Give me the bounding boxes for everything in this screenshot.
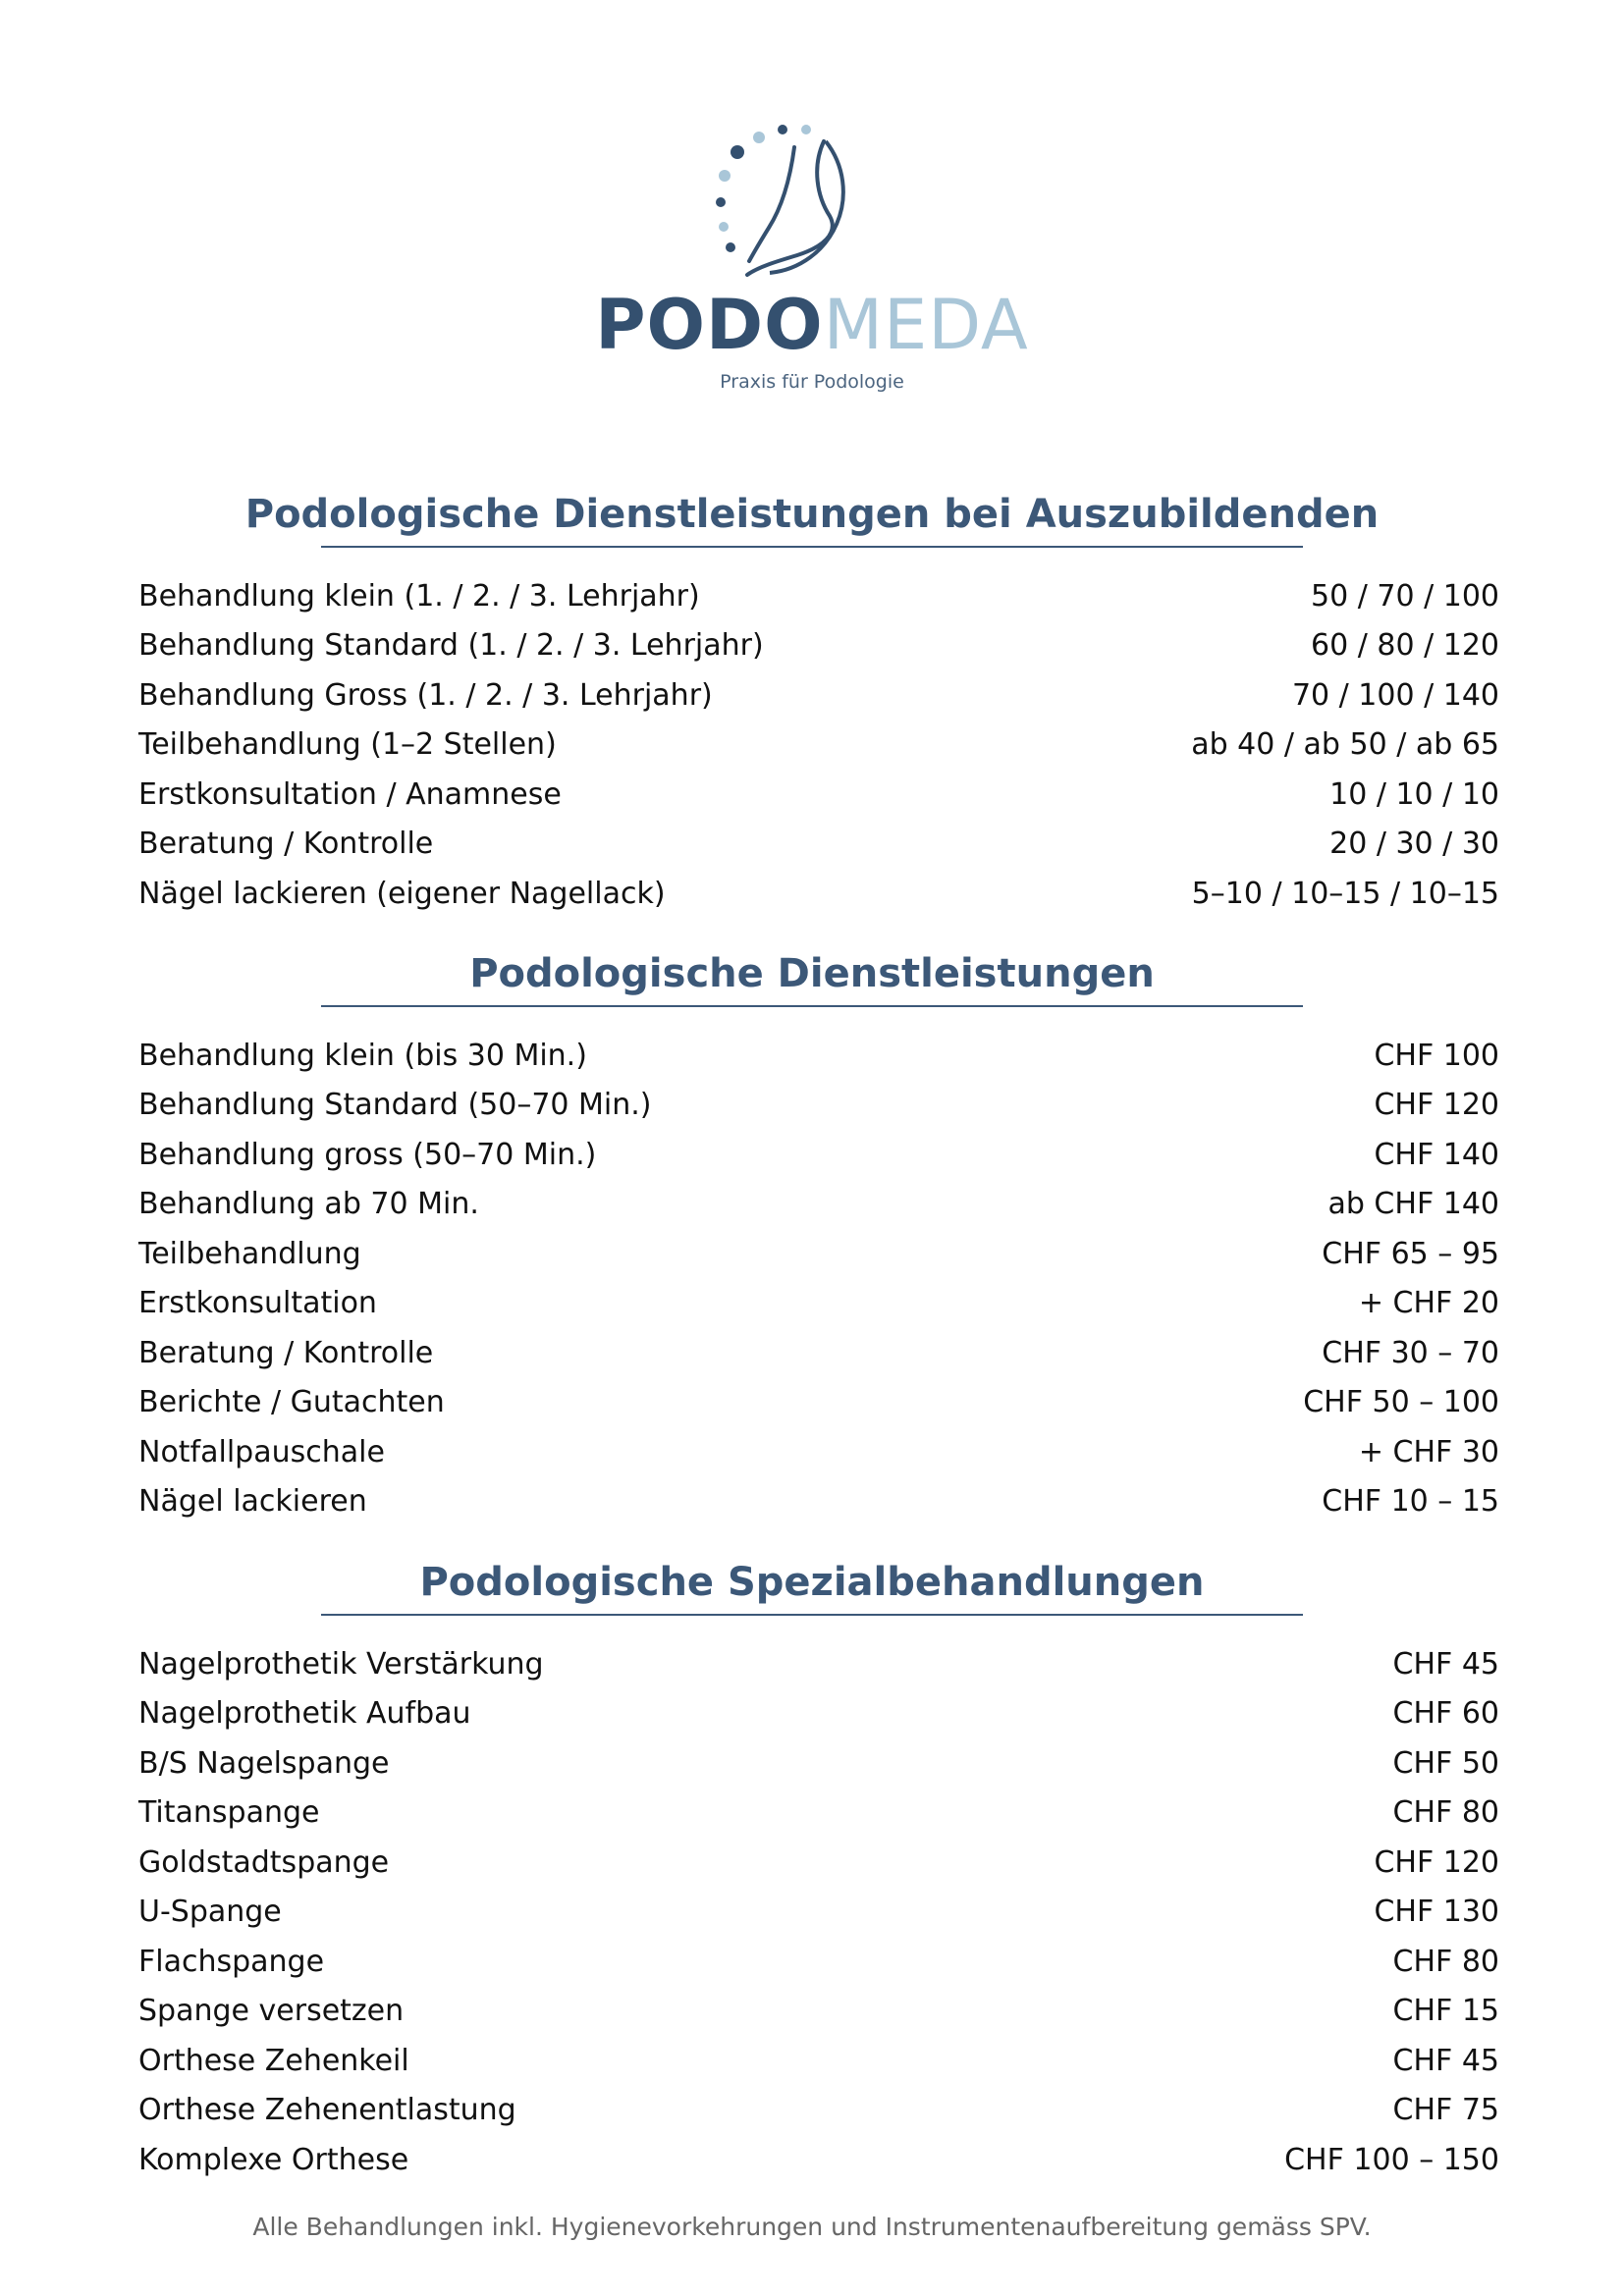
service-label: Behandlung klein (bis 30 Min.) bbox=[138, 1038, 587, 1073]
list-item bbox=[138, 1378, 1499, 1428]
list-item bbox=[138, 1328, 1499, 1378]
service-label: Nagelprothetik Aufbau bbox=[138, 1696, 471, 1732]
list-item bbox=[138, 1987, 1499, 2037]
list-item bbox=[138, 820, 1499, 870]
list-item bbox=[138, 1689, 1499, 1739]
list-item bbox=[138, 1130, 1499, 1180]
list-item bbox=[138, 571, 1499, 621]
service-label: Behandlung gross (50–70 Min.) bbox=[138, 1137, 597, 1172]
list-item bbox=[138, 1180, 1499, 1230]
footnote: Alle Behandlungen inkl. Hygienevorkehrungen und Instrumentenaufbereitung gemäss SPV. bbox=[252, 2213, 1372, 2241]
service-label: Titanspange bbox=[138, 1795, 320, 1831]
service-label: Komplexe Orthese bbox=[138, 2142, 409, 2177]
service-price: CHF 80 bbox=[1392, 1944, 1499, 1979]
service-price: 20 / 30 / 30 bbox=[1329, 827, 1499, 862]
service-price: CHF 75 bbox=[1392, 2093, 1499, 2128]
service-price: 50 / 70 / 100 bbox=[1311, 578, 1499, 614]
service-price: CHF 130 bbox=[1374, 1895, 1499, 1930]
list-item bbox=[138, 670, 1499, 721]
list-item bbox=[138, 1081, 1499, 1131]
service-price: 70 / 100 / 140 bbox=[1291, 677, 1499, 713]
service-label: Goldstadtspange bbox=[138, 1844, 390, 1880]
service-price: CHF 10 – 15 bbox=[1322, 1484, 1499, 1520]
list-item bbox=[138, 1639, 1499, 1689]
service-label: Orthese Zehenentlastung bbox=[138, 2093, 516, 2128]
list-item bbox=[138, 2135, 1499, 2185]
price-list-special bbox=[138, 1639, 1499, 2185]
list-item bbox=[138, 1229, 1499, 1279]
list-item bbox=[138, 1279, 1499, 1329]
brand-wordmark bbox=[0, 285, 1624, 365]
list-item bbox=[138, 1937, 1499, 1987]
list-item bbox=[138, 770, 1499, 820]
brand-name-part1: PODO bbox=[595, 285, 824, 365]
service-label: Berichte / Gutachten bbox=[138, 1385, 445, 1420]
service-price: CHF 45 bbox=[1392, 1646, 1499, 1682]
service-label: Erstkonsultation / Anamnese bbox=[138, 776, 562, 812]
list-item bbox=[138, 869, 1499, 919]
service-price: CHF 80 bbox=[1392, 1795, 1499, 1831]
service-label: Behandlung Gross (1. / 2. / 3. Lehrjahr) bbox=[138, 677, 713, 713]
service-label: Behandlung ab 70 Min. bbox=[138, 1187, 479, 1222]
service-price: CHF 120 bbox=[1374, 1088, 1499, 1123]
service-price: + CHF 20 bbox=[1358, 1286, 1499, 1321]
list-item bbox=[138, 2036, 1499, 2086]
list-item bbox=[138, 1838, 1499, 1888]
price-list-services bbox=[138, 1031, 1499, 1526]
service-price: CHF 50 – 100 bbox=[1303, 1385, 1499, 1420]
service-price: CHF 30 – 70 bbox=[1322, 1335, 1499, 1370]
service-price: CHF 50 bbox=[1392, 1745, 1499, 1781]
list-item bbox=[138, 1031, 1499, 1081]
service-price: 60 / 80 / 120 bbox=[1311, 628, 1499, 664]
service-label: Nägel lackieren bbox=[138, 1484, 367, 1520]
service-label: Teilbehandlung (1–2 Stellen) bbox=[138, 727, 557, 763]
section-divider bbox=[321, 546, 1303, 548]
section-divider bbox=[321, 1614, 1303, 1616]
service-label: Nagelprothetik Verstärkung bbox=[138, 1646, 544, 1682]
service-label: Orthese Zehenkeil bbox=[138, 2043, 409, 2078]
foot-logo-icon bbox=[704, 108, 920, 294]
list-item bbox=[138, 1427, 1499, 1477]
list-item bbox=[138, 1789, 1499, 1839]
section-trainees bbox=[0, 489, 1624, 548]
service-price: 5–10 / 10–15 / 10–15 bbox=[1191, 876, 1499, 911]
service-label: Notfallpauschale bbox=[138, 1434, 385, 1469]
service-price: CHF 15 bbox=[1392, 1994, 1499, 2029]
service-label: Behandlung Standard (1. / 2. / 3. Lehrjahr) bbox=[138, 628, 764, 664]
service-price: CHF 45 bbox=[1392, 2043, 1499, 2078]
service-price: CHF 100 – 150 bbox=[1284, 2142, 1499, 2177]
service-label: Nägel lackieren (eigener Nagellack) bbox=[138, 876, 666, 911]
service-price: CHF 140 bbox=[1374, 1137, 1499, 1172]
service-label: U-Spange bbox=[138, 1895, 282, 1930]
list-item bbox=[138, 721, 1499, 771]
service-label: Beratung / Kontrolle bbox=[138, 1335, 434, 1370]
service-label: Behandlung klein (1. / 2. / 3. Lehrjahr) bbox=[138, 578, 700, 614]
price-list-trainees bbox=[138, 571, 1499, 919]
service-price: CHF 60 bbox=[1392, 1696, 1499, 1732]
list-item bbox=[138, 1888, 1499, 1938]
section-title: Podologische Dienstleistungen bbox=[469, 951, 1155, 996]
logo bbox=[0, 108, 1624, 298]
service-price: ab CHF 140 bbox=[1327, 1187, 1499, 1222]
service-label: Beratung / Kontrolle bbox=[138, 827, 434, 862]
section-services bbox=[0, 948, 1624, 1007]
section-divider bbox=[321, 1005, 1303, 1007]
service-price: CHF 65 – 95 bbox=[1322, 1236, 1499, 1271]
service-label: Spange versetzen bbox=[138, 1994, 405, 2029]
service-label: Behandlung Standard (50–70 Min.) bbox=[138, 1088, 652, 1123]
service-label: Teilbehandlung bbox=[138, 1236, 361, 1271]
service-label: Erstkonsultation bbox=[138, 1286, 377, 1321]
service-price: ab 40 / ab 50 / ab 65 bbox=[1191, 727, 1499, 763]
service-price: 10 / 10 / 10 bbox=[1329, 776, 1499, 812]
brand-name-part2: MEDA bbox=[823, 285, 1029, 365]
section-title: Podologische Dienstleistungen bei Auszubildenden bbox=[244, 492, 1380, 537]
section-title: Podologische Spezialbehandlungen bbox=[419, 1560, 1205, 1605]
service-label: B/S Nagelspange bbox=[138, 1745, 390, 1781]
list-item bbox=[138, 621, 1499, 671]
list-item bbox=[138, 2086, 1499, 2136]
list-item bbox=[138, 1477, 1499, 1527]
service-price: + CHF 30 bbox=[1358, 1434, 1499, 1469]
service-label: Flachspange bbox=[138, 1944, 325, 1979]
list-item bbox=[138, 1738, 1499, 1789]
service-price: CHF 120 bbox=[1374, 1844, 1499, 1880]
section-special-treatments bbox=[0, 1557, 1624, 1616]
service-price: CHF 100 bbox=[1374, 1038, 1499, 1073]
brand-tagline: Praxis für Podologie bbox=[720, 371, 904, 393]
